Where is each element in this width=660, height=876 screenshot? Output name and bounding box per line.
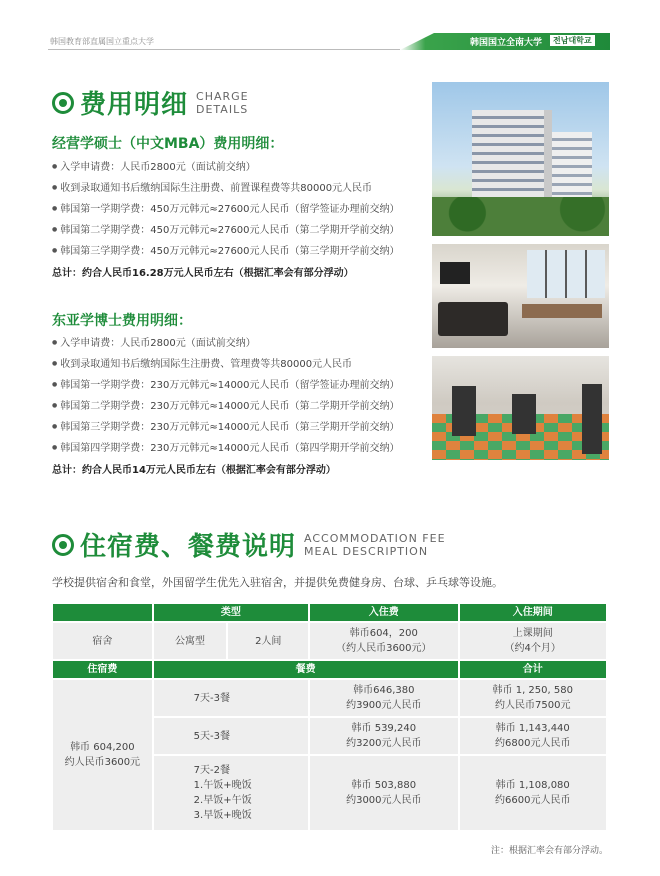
list-item: ● 收到录取通知书后缴纳国际生注册费、管理费等共80000元人民币 xyxy=(52,353,400,374)
table-row xyxy=(52,679,607,717)
table-row xyxy=(52,622,607,660)
gym-machine xyxy=(512,394,536,434)
sum-krw: 韩币 1,143,440 xyxy=(495,723,570,734)
meal-fee-krw: 韩币 503,880 xyxy=(351,780,417,791)
list-item: ● 韩国第四学期学费：230万元韩元≈14000元人民币（第四学期开学前交纳） xyxy=(52,437,400,458)
fee-table xyxy=(51,602,608,832)
lodging-fee-rmb: 约人民币3600元 xyxy=(64,757,141,768)
meal-fee-rmb: 约3900元人民币 xyxy=(346,700,422,711)
campus-building-photo xyxy=(432,82,609,236)
mba-fee-list xyxy=(52,156,400,261)
lounge-tv xyxy=(440,262,470,284)
sum-rmb: 约6800元人民币 xyxy=(495,738,571,749)
lodging-fee-cell xyxy=(52,679,153,831)
meal-fee-rmb: 约3000元人民币 xyxy=(346,795,422,806)
accommodation-title: 住宿费、餐费说明 xyxy=(80,532,297,562)
list-item: ● 收到录取通知书后缴纳国际生注册费、前置课程费等共80000元人民币 xyxy=(52,177,400,198)
list-item: ● 韩国第一学期学费：450万元韩元≈27600元人民币（留学签证办理前交纳） xyxy=(52,198,400,219)
table-row xyxy=(52,660,607,679)
table-header-lodging: 住宿费 xyxy=(52,660,153,679)
table-header-sum: 合计 xyxy=(459,660,608,679)
table-header-fee: 入住费 xyxy=(309,603,458,622)
mba-fee-title: 经营学硕士（中文MBA）费用明细： xyxy=(52,136,284,152)
dorm-period-cell xyxy=(459,622,608,660)
university-name: 韩国国立全南大学 xyxy=(470,38,543,48)
sum-cell xyxy=(459,755,608,831)
meal-fee-krw: 韩币646,380 xyxy=(353,685,415,696)
accommodation-en-line2: MEAL DESCRIPTION xyxy=(304,544,429,558)
sum-cell xyxy=(459,717,608,755)
list-item: ● 韩国第二学期学费：230万元韩元≈14000元人民币（第二学期开学前交纳） xyxy=(52,395,400,416)
target-circle-icon xyxy=(52,534,74,556)
meal-plan-name: 7天-2餐 xyxy=(193,765,231,776)
trees xyxy=(432,197,609,236)
dorm-cell: 宿舍 xyxy=(52,622,153,660)
table-row xyxy=(52,603,607,622)
meal-plan-cell: 7天-3餐 xyxy=(153,679,309,717)
dorm-kind-cell: 公寓型 xyxy=(153,622,228,660)
meal-fee-krw: 韩币 539,240 xyxy=(351,723,417,734)
table-header-meal: 餐费 xyxy=(153,660,459,679)
dorm-fee-krw: 韩币604，200 xyxy=(349,628,418,639)
gym-machine xyxy=(452,386,476,436)
exchange-rate-note: 注：根据汇率会有部分浮动。 xyxy=(490,846,608,856)
meal-plan-option: 1.午饭+晚饭 xyxy=(193,780,252,791)
sum-rmb: 约人民币7500元 xyxy=(495,700,571,711)
sum-cell xyxy=(459,679,608,717)
lodging-fee-krw: 韩币 604,200 xyxy=(70,742,135,753)
dorm-period-label: 上课期间 xyxy=(512,628,553,639)
table-header-type: 类型 xyxy=(153,603,309,622)
meal-fee-cell xyxy=(309,679,458,717)
table-header-period: 入住期间 xyxy=(459,603,608,622)
dorm-fee-cell xyxy=(309,622,458,660)
university-logo: 전남대학교 xyxy=(550,35,595,46)
sum-rmb: 约6600元人民币 xyxy=(495,795,571,806)
charge-details-en-line1: CHARGE xyxy=(196,89,249,103)
phd-fee-title: 东亚学博士费用明细： xyxy=(52,313,192,329)
sum-krw: 韩币 1, 250, 580 xyxy=(492,685,573,696)
dorm-period-length: （约4个月） xyxy=(504,643,561,654)
mba-fee-total: 总计：约合人民币16.28万元人民币左右（根据汇率会有部分浮动） xyxy=(52,268,354,279)
list-item: ● 韩国第三学期学费：230万元韩元≈14000元人民币（第三学期开学前交纳） xyxy=(52,416,400,437)
list-item: ● 入学申请费：人民币2800元（面试前交纳） xyxy=(52,156,400,177)
list-item: ● 韩国第三学期学费：450万元韩元≈27600元人民币（第三学期开学前交纳） xyxy=(52,240,400,261)
lounge-table xyxy=(522,304,602,318)
lounge-window xyxy=(527,250,605,298)
sum-krw: 韩币 1,108,080 xyxy=(495,780,570,791)
phd-fee-total: 总计：约合人民币14万元人民币左右（根据汇率会有部分浮动） xyxy=(52,465,336,476)
charge-details-title: 费用明细 xyxy=(80,90,189,120)
accommodation-en xyxy=(304,532,446,558)
accommodation-en-line1: ACCOMMODATION FEE xyxy=(304,531,446,545)
charge-details-en-line2: DETAILS xyxy=(196,102,249,116)
gym-photo xyxy=(432,356,609,460)
meal-plan-option: 3.早饭+晚饭 xyxy=(193,810,252,821)
meal-fee-cell xyxy=(309,717,458,755)
meal-fee-cell xyxy=(309,755,458,831)
accommodation-intro: 学校提供宿舍和食堂，外国留学生优先入驻宿舍，并提供免费健身房、台球、乒乓球等设施。 xyxy=(52,576,503,589)
dorm-rooms-cell: 2人间 xyxy=(227,622,309,660)
page-header xyxy=(0,30,660,52)
charge-details-heading xyxy=(52,84,249,121)
meal-plan-cell xyxy=(153,755,309,831)
dorm-fee-rmb: （约人民币3600元） xyxy=(336,643,432,654)
list-item: ● 入学申请费：人民币2800元（面试前交纳） xyxy=(52,332,400,353)
meal-plan-cell: 5天-3餐 xyxy=(153,717,309,755)
target-circle-icon xyxy=(52,92,74,114)
meal-fee-rmb: 约3200元人民币 xyxy=(346,738,422,749)
lounge-photo xyxy=(432,244,609,348)
phd-fee-list xyxy=(52,332,400,458)
table-header-blank xyxy=(52,603,153,622)
header-tagline: 韩国教育部直属国立重点大学 xyxy=(50,37,154,46)
list-item: ● 韩国第二学期学费：450万元韩元≈27600元人民币（第二学期开学前交纳） xyxy=(52,219,400,240)
meal-plan-option: 2.早饭+午饭 xyxy=(193,795,252,806)
list-item: ● 韩国第一学期学费：230万元韩元≈14000元人民币（留学签证办理前交纳） xyxy=(52,374,400,395)
charge-details-en xyxy=(196,90,249,116)
lounge-sofa xyxy=(438,302,508,336)
accommodation-heading xyxy=(52,526,446,563)
gym-machine xyxy=(582,384,602,454)
